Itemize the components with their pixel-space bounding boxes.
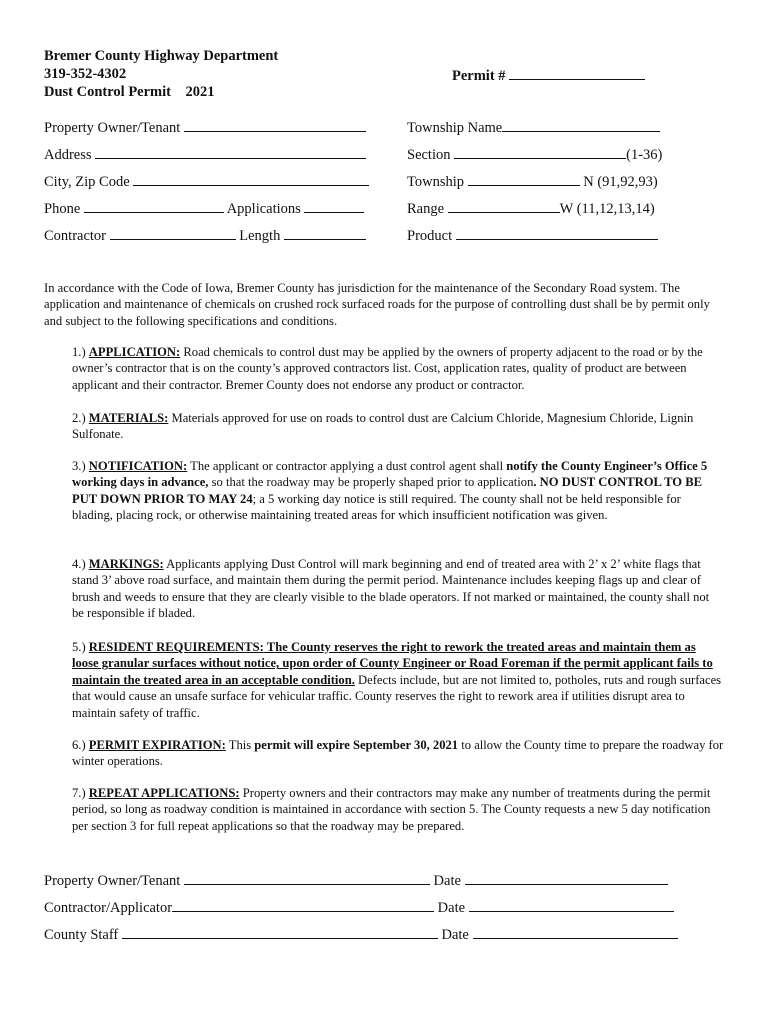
section-4-heading: MARKINGS: [88, 557, 164, 571]
section-3-text-3: ; a 5 working day notice is still required. The county shall not be held responsible for blading, placing rock, or otherwise maintaining treated areas for which insufficient notification was given. [72, 491, 681, 523]
permit-number-field[interactable] [452, 66, 645, 85]
section-3-heading: NOTIFICATION: [88, 459, 188, 473]
township-label: Township [407, 174, 464, 190]
contractor-field[interactable] [44, 226, 366, 245]
length-line[interactable] [284, 226, 366, 240]
section-range: (1-36) [626, 147, 663, 163]
permit-title [44, 84, 215, 101]
section-7-heading: REPEAT APPLICATIONS: [88, 786, 240, 800]
owner-date-line[interactable] [465, 871, 668, 885]
section-1-text: Road chemicals to control dust may be applied by the owners of property adjacent to the road or by the owner’s contractor that is on the county’s approved contractors list. Cost, application rates, quality of product are between applicant and their contractor. Bremer County does not endorse any product or contractor. [72, 345, 703, 392]
phone-field[interactable] [44, 199, 364, 218]
section-5-number: 5.) [72, 640, 86, 654]
department-phone: 319-352-4302 [44, 66, 127, 82]
applications-line[interactable] [304, 199, 364, 213]
section-1-heading: APPLICATION: [88, 345, 181, 359]
address-field[interactable] [44, 145, 366, 164]
city-zip-line[interactable] [133, 172, 369, 186]
owner-signature-label: Property Owner/Tenant [44, 873, 181, 889]
product-label: Product [407, 228, 453, 244]
staff-date-line[interactable] [473, 925, 678, 939]
contractor-signature-label: Contractor/Applicator [44, 900, 173, 916]
intro-paragraph: In accordance with the Code of Iowa, Bremer County has jurisdiction for the maintenance of the Secondary Road system. The application and maintenance of chemicals on crushed rock surfaced roads for the purpose of controlling dust shall be by permit only and subject to the following specifications and conditions. [44, 281, 710, 328]
section-7-text: Property owners and their contractors may make any number of treatments during the permit period, so long as roadway condition is maintained in accordance with section 5. The County requests a new 5 day notification per section 3 for full repeat applications so that the roadway may be prepared. [72, 786, 711, 833]
section-6-text-1: This [225, 738, 255, 752]
section-2-heading: MATERIALS: [88, 411, 169, 425]
section-4-number: 4.) [72, 557, 86, 571]
permit-number-label: Permit # [452, 68, 506, 84]
staff-date-label: Date [441, 927, 469, 943]
section-2-text: Materials approved for use on roads to control dust are Calcium Chloride, Magnesium Chloride, Lignin Sulfonate. [72, 411, 694, 442]
owner-field[interactable] [44, 118, 366, 137]
township-line[interactable] [468, 172, 580, 186]
range-field[interactable] [407, 199, 655, 218]
section-permit-expiration [72, 737, 724, 770]
permit-title-text: Dust Control Permit [44, 84, 171, 100]
section-6-heading: PERMIT EXPIRATION: [88, 738, 226, 752]
city-zip-label: City, Zip Code [44, 174, 130, 190]
section-label: Section [407, 147, 451, 163]
range-line[interactable] [448, 199, 560, 213]
section-3-number: 3.) [72, 459, 86, 473]
owner-label: Property Owner/Tenant [44, 120, 181, 136]
owner-date-label: Date [433, 873, 461, 889]
department-name: Bremer County Highway Department [44, 48, 279, 64]
section-line[interactable] [454, 145, 626, 159]
address-line[interactable] [95, 145, 366, 159]
contractor-label: Contractor [44, 228, 107, 244]
owner-signature-row[interactable] [44, 871, 668, 890]
section-1-number: 1.) [72, 345, 86, 359]
township-name-field[interactable] [407, 118, 660, 137]
section-6-number: 6.) [72, 738, 86, 752]
section-3-text-2: so that the roadway may be properly shaped prior to application [208, 475, 534, 490]
phone-label: Phone [44, 201, 81, 217]
section-repeat-applications [72, 785, 724, 834]
staff-signature-line[interactable] [122, 925, 438, 939]
phone-line[interactable] [84, 199, 224, 213]
section-6-expiry-bold: permit will expire September 30, 2021 [254, 738, 459, 752]
section-field[interactable] [407, 145, 662, 164]
section-5-text: Defects include, but are not limited to, potholes, ruts and rough surfaces that would cause an unsafe surface for vehicular traffic. County reserves the right to rework area if utilities disrupt area to maintain safety of traffic. [72, 672, 722, 720]
section-5-bold-text: The County reserves the right to rework the treated areas and maintain them as loose granular surfaces without notice, upon order of County Engineer or Road Foreman if the permit applicant fails to maintain the treated area in an acceptable condition. [72, 640, 713, 687]
section-application [72, 344, 724, 393]
address-label: Address [44, 147, 92, 163]
section-2-number: 2.) [72, 411, 86, 425]
applications-label: Applications [226, 201, 301, 217]
staff-signature-label: County Staff [44, 927, 119, 943]
section-3-text-1: The applicant or contractor applying a dust control agent shall [187, 459, 507, 473]
product-line[interactable] [456, 226, 658, 240]
township-name-line[interactable] [502, 118, 660, 132]
city-zip-field[interactable] [44, 172, 369, 191]
owner-line[interactable] [184, 118, 366, 132]
section-3-no-dust-bold: . NO DUST CONTROL TO BE PUT DOWN PRIOR TO MAY 24 [72, 475, 703, 506]
contractor-date-line[interactable] [469, 898, 674, 912]
section-markings [72, 556, 724, 622]
range-values: W (11,12,13,14) [559, 201, 655, 217]
range-label: Range [407, 201, 445, 217]
contractor-signature-row[interactable] [44, 898, 674, 917]
contractor-line[interactable] [110, 226, 236, 240]
section-4-text: Applicants applying Dust Control will mark beginning and end of treated area with 2’ x 2’ white flags that stand 3’ above road surface, and maintain them during the permit period. Maintenance includes keeping flags up and clear of brush and weeds to ensure that they are clearly visible to the blade operators. If not marked or maintained, the county shall not be responsible if bladed. [72, 557, 710, 621]
contractor-signature-line[interactable] [172, 898, 434, 912]
section-7-number: 7.) [72, 786, 86, 800]
product-field[interactable] [407, 226, 658, 245]
staff-signature-row[interactable] [44, 925, 678, 944]
section-5-heading: RESIDENT REQUIREMENTS: [88, 640, 264, 654]
township-field[interactable] [407, 172, 658, 191]
section-6-text-2: to allow the County time to prepare the roadway for winter operations. [72, 738, 724, 769]
section-materials [72, 410, 724, 443]
contractor-date-label: Date [437, 900, 466, 916]
owner-signature-line[interactable] [184, 871, 430, 885]
length-label: Length [239, 228, 281, 244]
section-notification [72, 458, 724, 524]
township-range: N (91,92,93) [583, 174, 658, 190]
section-resident-requirements [72, 639, 724, 721]
permit-number-line[interactable] [509, 66, 645, 80]
township-name-label: Township Name [407, 120, 503, 136]
permit-year: 2021 [185, 84, 215, 100]
section-3-notify-bold: notify the County Engineer’s Office 5 working days in advance, [72, 459, 708, 490]
